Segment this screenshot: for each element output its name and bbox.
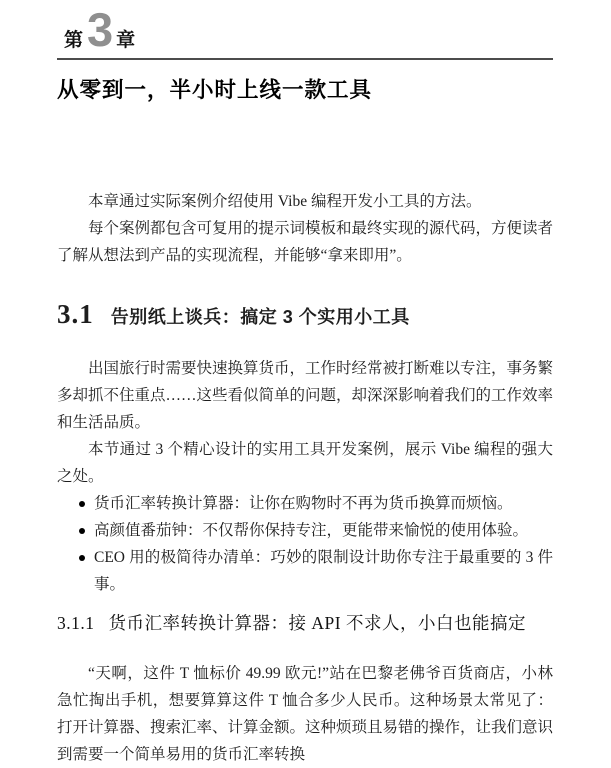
section-heading [57, 299, 553, 330]
subsection-heading [57, 610, 553, 636]
bullet-dot-icon [79, 528, 85, 534]
list-item [57, 544, 553, 598]
chapter-divider-rule [57, 58, 553, 60]
section-paragraphs [57, 355, 553, 490]
bullet-text: 货币汇率转换计算器：让你在购物时不再为货币换算而烦恼。 [94, 495, 513, 512]
bullet-text: 高颜值番茄钟：不仅帮你保持专注，更能带来愉悦的使用体验。 [94, 522, 529, 539]
body-paragraph: “天啊，这件 T 恤标价 49.99 欧元!”站在巴黎老佛爷百货商店，小林急忙掏出手机，想要算算这件 T 恤合多少人民币。这种场景太常见了：打开计算器、搜索汇率、计算金额。这种烦琐且易错的操作，让我们意识到需要一个简单易用的货币汇率转换 [57, 665, 554, 763]
bullet-dot-icon [79, 501, 85, 507]
bullet-text: CEO 用的极简待办清单：巧妙的限制设计助你专注于最重要的 3 件事。 [94, 549, 553, 593]
intro-paragraph: 本章通过实际案例介绍使用 Vibe 编程开发小工具的方法。 [88, 193, 482, 210]
bullet-dot-icon [79, 555, 85, 561]
list-item [57, 517, 553, 544]
section-title: 告别纸上谈兵：搞定 3 个实用小工具 [110, 307, 410, 327]
subsection-paragraphs [57, 660, 553, 768]
chapter-title: 从零到一，半小时上线一款工具 [57, 78, 373, 102]
list-item [57, 490, 553, 517]
intro-block [57, 188, 553, 269]
subsection-title: 货币汇率转换计算器：接 API 不求人，小白也能搞定 [108, 613, 526, 633]
chapter-number: 3 [87, 3, 113, 56]
body-paragraph: 出国旅行时需要快速换算货币，工作时经常被打断难以专注，事务繁多却抓不住重点……这些看似简单的问题，却深深影响着我们的工作效率和生活品质。 [57, 360, 554, 431]
chapter-prefix: 第 [64, 30, 84, 51]
chapter-suffix: 章 [116, 30, 136, 51]
chapter-label [64, 3, 553, 56]
body-paragraph: 本节通过 3 个精心设计的实用工具开发案例，展示 Vibe 编程的强大之处。 [57, 441, 553, 485]
bullet-list [57, 490, 553, 598]
intro-paragraph: 每个案例都包含可复用的提示词模板和最终实现的源代码，方便读者了解从想法到产品的实现流程，并能够“拿来即用”。 [57, 220, 554, 264]
section-number: 3.1 [57, 299, 94, 329]
subsection-number: 3.1.1 [57, 613, 95, 633]
